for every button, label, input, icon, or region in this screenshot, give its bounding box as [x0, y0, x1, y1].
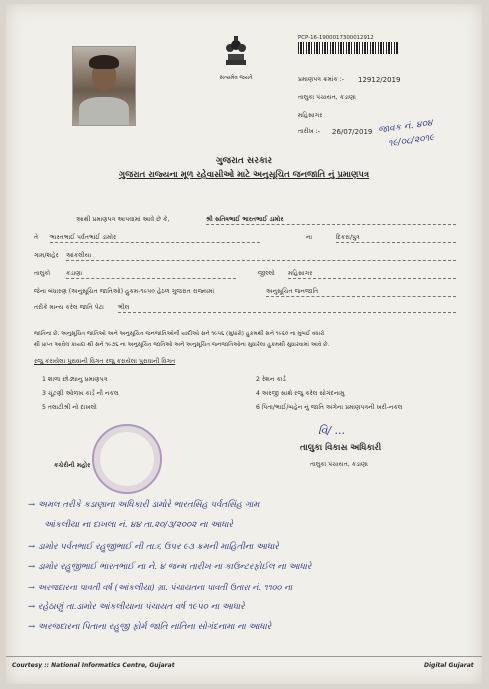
handwritten-note-line: → અમલ તરીકે કડાણાના અધિકારી ડામોરે ભારતસિંહ પર્વતસિંહ ગામ: [28, 500, 260, 510]
document-item: 4 અરજી સાથે રજુ કરેલ સોગંદનામુ: [256, 390, 345, 397]
issue-statement: આથી પ્રમાણપત્ર આપવામાં આવે છે કે,: [76, 216, 170, 223]
national-emblem-icon: [218, 34, 254, 81]
relation-label: તે: [34, 234, 39, 241]
village-label: ગામ/શહેર: [34, 252, 59, 259]
legal-paragraph-line1: જાતિના છે. અનુસૂચિત જાતિઓ અને અનુસૂચિત જનજાતિઓની યાદીઓ સને ૧૯૫૬ (સુધારો) હુકમથી સને ૧૯૬૦ ના મુંબઈ વધારો: [34, 331, 325, 337]
village-value: આંકલીયા: [66, 252, 456, 261]
certificate-subtitle: ગુજરાત રાજ્યના મૂળ રહેવાસીઓ માટે અનુસૂચિત જનજાતિ નું પ્રમાણપત્ર: [118, 170, 370, 180]
legal-paragraph-line2: થી પ્રાપ્ત આવેલ કાયદા થી સને ૧૯૭૬ ના અનુસૂચિત જાતિઓ અને અનુસૂચિત જનજાતિઓના સુધારેલા હુકમથી સુધારવામાં આવે છે.: [34, 342, 330, 348]
certificate-number: 12912/2019: [358, 76, 401, 84]
district-label: જીલ્લો: [258, 270, 275, 277]
officer-office: તાલુકા પંચાયત, કડાણા: [310, 461, 368, 468]
father-name: ભારતભાઈ પર્વતભાઈ ડામોર: [50, 234, 260, 243]
document-item: 6 પિતા/ભાઈ/બહેન નું જાતિ અંગેના પ્રમાણપત્રની ખરી-નકલ: [256, 404, 403, 411]
certificate-number-label: પ્રમાણપત્ર ક્રમાંક :-: [298, 76, 344, 83]
document-item: 5 તલાટીશ્રી નો દાખલો: [42, 404, 97, 411]
footer-brand: Digital Gujarat: [424, 662, 474, 669]
handwritten-note-line: → ડામોર રહુજીભાઈ ભારતભાઈ ના ને. ૪ જન્મ તારીખ ના કાઉન્ટરફોઈલ ના આધારે: [28, 562, 312, 572]
handwritten-outward-date: ૧૯/૦૮/૨૦૧૯: [387, 132, 436, 150]
photo-hair: [89, 55, 119, 69]
issuer-line2: મહિસાગર: [298, 112, 323, 119]
barcode: [298, 42, 398, 54]
relation-label-2: ના: [306, 234, 313, 241]
applicant-photo: [72, 46, 136, 126]
office-seal-label: કચેરીની મહોર: [54, 462, 91, 469]
handwritten-note-line: → ડામોર પર્વતભાઈ રહુજીભાઈ ની તા.૬ ઉપર ૯૩ ક્રમની માહિતીના આધારે: [28, 542, 279, 552]
officer-signature: વિ/ ...: [318, 424, 346, 437]
handwritten-note-line: → રહેઠાણું તા.ડામોર આંકલીયાના પંચાયત વર્ષ ૧૯૫૦ ના આધારે: [28, 602, 245, 612]
document-item: 1 શાળા છોડ્યાનુ પ્રમાણપત્ર: [42, 376, 108, 383]
caste-name: ભીલ: [118, 304, 456, 313]
footer-divider: [6, 656, 482, 657]
officer-title: તાલુકા વિકાસ અધિકારી: [300, 443, 382, 453]
district-value: મહિસાગર: [288, 270, 456, 279]
handwritten-note-line: → અરજદારના પિતાના રહુજી ફોર્મ જાતિ નાતિના સોગંદનામા ના આધારે: [28, 622, 272, 632]
document-item: 3 ચૂંટણી ઓળખ કાર્ડ ની નકલ: [42, 390, 119, 397]
document-item: 2 રેશન કાર્ડ: [256, 376, 286, 383]
certificate-page: [6, 4, 482, 684]
taluka-label: તાલુકો: [34, 270, 51, 277]
photo-shirt: [79, 97, 129, 125]
handwritten-outward-number: જાવક નં. ૪૦૪: [377, 118, 434, 136]
caste-name-label: તરીકે માન્ય કરેલ જાતિ પેટા: [34, 304, 104, 311]
certificate-date: 26/07/2019: [332, 128, 373, 136]
footer-courtesy: Courtesy :: National Informatics Centre, Gujarat: [12, 662, 175, 669]
documents-heading: રજુ કરાયેલા પુરાવાની વિગત રજુ કરાયેલા પુરાવાની વિગત: [34, 358, 176, 365]
holder-name: શ્રી સતિષભાઈ ભારતભાઈ ડામોર: [206, 216, 456, 225]
caste-order-text: જેના બંધારણ (અનુસૂચિત જાતિઓ) હુકમ-૧૯૫૦ હેઠળ ગુજરાત રાજ્યમાં: [34, 288, 215, 295]
taluka-value: કડાણા: [66, 270, 236, 279]
issuer-line1: તાલુકા પંચાયત, કડાણા: [298, 94, 356, 101]
barcode-text: PCP-16-1900017300012912: [298, 35, 374, 41]
emblem-caption: સત્યમેવ જયતે: [219, 75, 253, 81]
page-title: ગુજરાત સરકાર: [215, 156, 273, 166]
handwritten-note-line: → અરજદારના પાવતી વર્ષ (આંકલીયા) ગ્રા. પંચાયતના પાવતી ઉતારા નં. ૧૧૦૦ ના: [28, 582, 293, 592]
handwritten-note-line: આંકલીયા ના દાખલા નં. ૪૪ તા.૨૦/૩/૨૦૦૨ ના આધારે: [44, 520, 233, 530]
date-label: તારીખ :-: [298, 128, 320, 135]
caste-category: અનુસૂચિત જનજાતિ: [266, 288, 456, 297]
son-label: દિકરા/પુત્ર: [336, 234, 456, 243]
office-seal-stamp: [92, 424, 162, 494]
